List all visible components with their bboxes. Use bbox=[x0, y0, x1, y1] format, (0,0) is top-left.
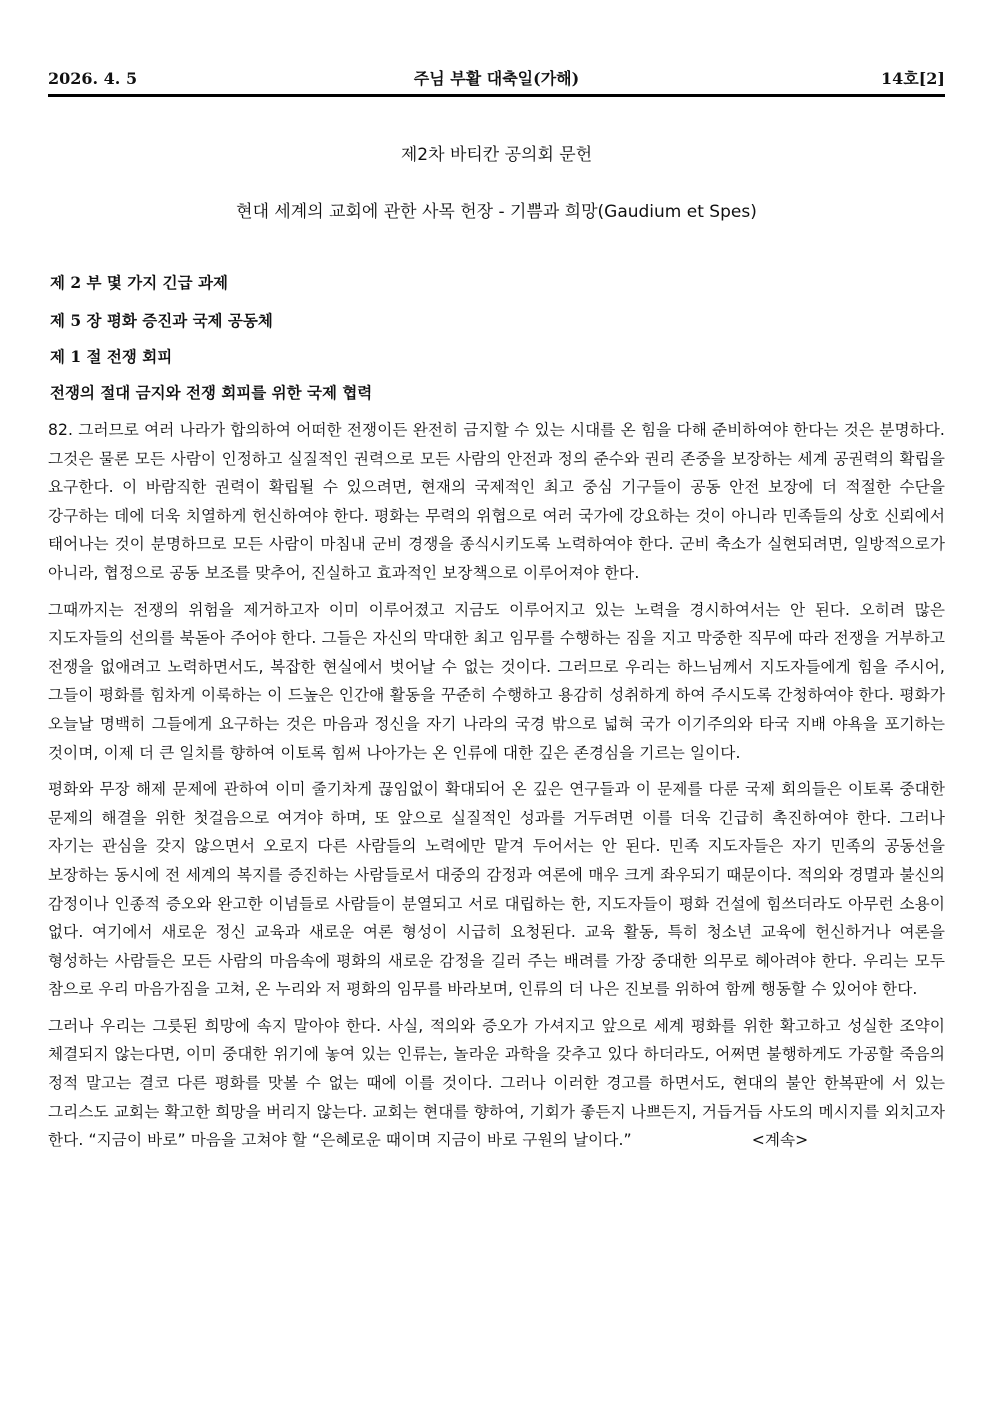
page-header bbox=[48, 66, 945, 97]
body-paragraph-last bbox=[48, 1012, 945, 1155]
header-date: 2026. 4. 5 bbox=[48, 69, 138, 88]
document-subtitle: 현대 세계의 교회에 관한 사목 헌장 - 기쁨과 희망(Gaudium et Spes) bbox=[236, 202, 757, 222]
section-part-heading: 제 2 부 몇 가지 긴급 과제 bbox=[50, 273, 228, 292]
header-issue-number: 14호[2] bbox=[881, 69, 945, 88]
document-title: 제2차 바티칸 공의회 문헌 bbox=[400, 145, 593, 165]
body-paragraph: 그때까지는 전쟁의 위험을 제거하고자 이미 이루어졌고 지금도 이루어지고 있는 노력을 경시하여서는 안 된다. 오히려 많은 지도자들의 선의를 북돋아 주어야 한다. 그들은 자신의 막대한 최고 임무를 수행하는 짐을 지고 막중한 직무에 따라 전쟁을 거부하고 전쟁을 없애려고 노력하면서도, 복잡한 현실에서 벗어날 수 없는 것이다. 그러므로 우리는 하느님께서 지도자들에게 힘을 주시어, 그들이 평화를 힘차게 이룩하는 이 드높은 인간애 활동을 꾸준히 수행하고 용감히 성취하게 하여 주시도록 간청하여야 한다. 평화가 오늘날 명백히 그들에게 요구하는 것은 마음과 정신을 자기 나라의 국경 밖으로 넓혀 국가 이기주의와 타국 지배 야욕을 포기하는 것이며, 이제 더 큰 일치를 향하여 이토록 힘써 나아가는 온 인류에 대한 깊은 존경심을 기르는 일이다. bbox=[48, 600, 945, 762]
section-topic-heading: 전쟁의 절대 금지와 전쟁 회피를 위한 국제 협력 bbox=[50, 383, 373, 402]
body-paragraph-text: 그러나 우리는 그릇된 희망에 속지 말아야 한다. 사실, 적의와 증오가 가셔지고 앞으로 세계 평화를 위한 확고하고 성실한 조약이 체결되지 않는다면, 이미 중대한 위기에 놓여 있는 인류는, 놀라운 과학을 갖추고 있다 하더라도, 어쩌면 불행하게도 가공할 죽음의 정적 말고는 결코 다른 평화를 맛볼 수 없는 때에 이를 것이다. 그러나 이러한 경고를 하면서도, 현대의 불안 한복판에 서 있는 그리스도 교회는 확고한 희망을 버리지 않는다. 교회는 현대를 향하여, 기회가 좋든지 나쁘든지, 거듭거듭 사도의 메시지를 외치고자 한다. “지금이 바로” 마음을 고쳐야 할 “은혜로운 때이며 지금이 바로 구원의 날이다.” bbox=[48, 1016, 945, 1150]
continued-mark: <계속> bbox=[751, 1131, 809, 1150]
section-article-heading: 제 1 절 전쟁 회피 bbox=[50, 347, 173, 366]
body-paragraph: 평화와 무장 해제 문제에 관하여 이미 줄기차게 끊임없이 확대되어 온 깊은 연구들과 이 문제를 다룬 국제 회의들은 이토록 중대한 문제의 해결을 위한 첫걸음으로 여겨야 하며, 또 앞으로 실질적인 성과를 거두려면 이를 더욱 긴급히 촉진하여야 한다. 그러나 자기는 관심을 갖지 않으면서 오로지 다른 사람들의 노력에만 맡겨 두어서는 안 된다. 민족 지도자들은 자기 민족의 공동선을 보장하는 동시에 전 세계의 복지를 증진하는 사람들로서 대중의 감정과 여론에 매우 크게 좌우되기 때문이다. 적의와 경멸과 불신의 감정이나 인종적 증오와 완고한 이념들로 사람들이 분열되고 서로 대립하는 한, 지도자들이 평화 건설에 힘쓰더라도 아무런 소용이 없다. 여기에서 새로운 정신 교육과 새로운 여론 형성이 시급히 요청된다. 교육 활동, 특히 청소년 교육에 헌신하거나 여론을 형성하는 사람들은 모든 사람의 마음속에 평화의 새로운 감정을 길러 주는 배려를 가장 중대한 의무로 헤아려야 한다. 우리는 모두 참으로 우리 마음가짐을 고쳐, 온 누리와 저 평화의 임무를 바라보며, 인류의 더 나은 진보를 위하여 함께 행동할 수 있어야 한다. bbox=[48, 780, 945, 999]
body-paragraph: 82. 그러므로 여러 나라가 합의하여 어떠한 전쟁이든 완전히 금지할 수 있는 시대를 온 힘을 다해 준비하여야 한다는 것은 분명하다. 그것은 물론 모든 사람이 인정하고 실질적인 권력으로 모든 사람의 안전과 정의 준수와 권리 존중을 보장하는 세계 공권력의 확립을 요구한다. 이 바람직한 권력이 확립될 수 있으려면, 현재의 국제적인 최고 중심 기구들이 공동 안전 보장에 더 적절한 수단을 강구하는 데에 더욱 치열하게 헌신하여야 한다. 평화는 무력의 위협으로 여러 국가에 강요하는 것이 아니라 민족들의 상호 신뢰에서 태어나는 것이 분명하므로 모든 사람이 마침내 군비 경쟁을 종식시키도록 노력하여야 한다. 군비 축소가 실현되려면, 일방적으로가 아니라, 협정으로 공동 보조를 맞추어, 진실하고 효과적인 보장책으로 이루어져야 한다. bbox=[48, 421, 946, 582]
header-title: 주님 부활 대축일(가해) bbox=[413, 69, 580, 88]
article-body bbox=[48, 416, 945, 1163]
section-chapter-heading: 제 5 장 평화 증진과 국제 공동체 bbox=[50, 311, 273, 330]
